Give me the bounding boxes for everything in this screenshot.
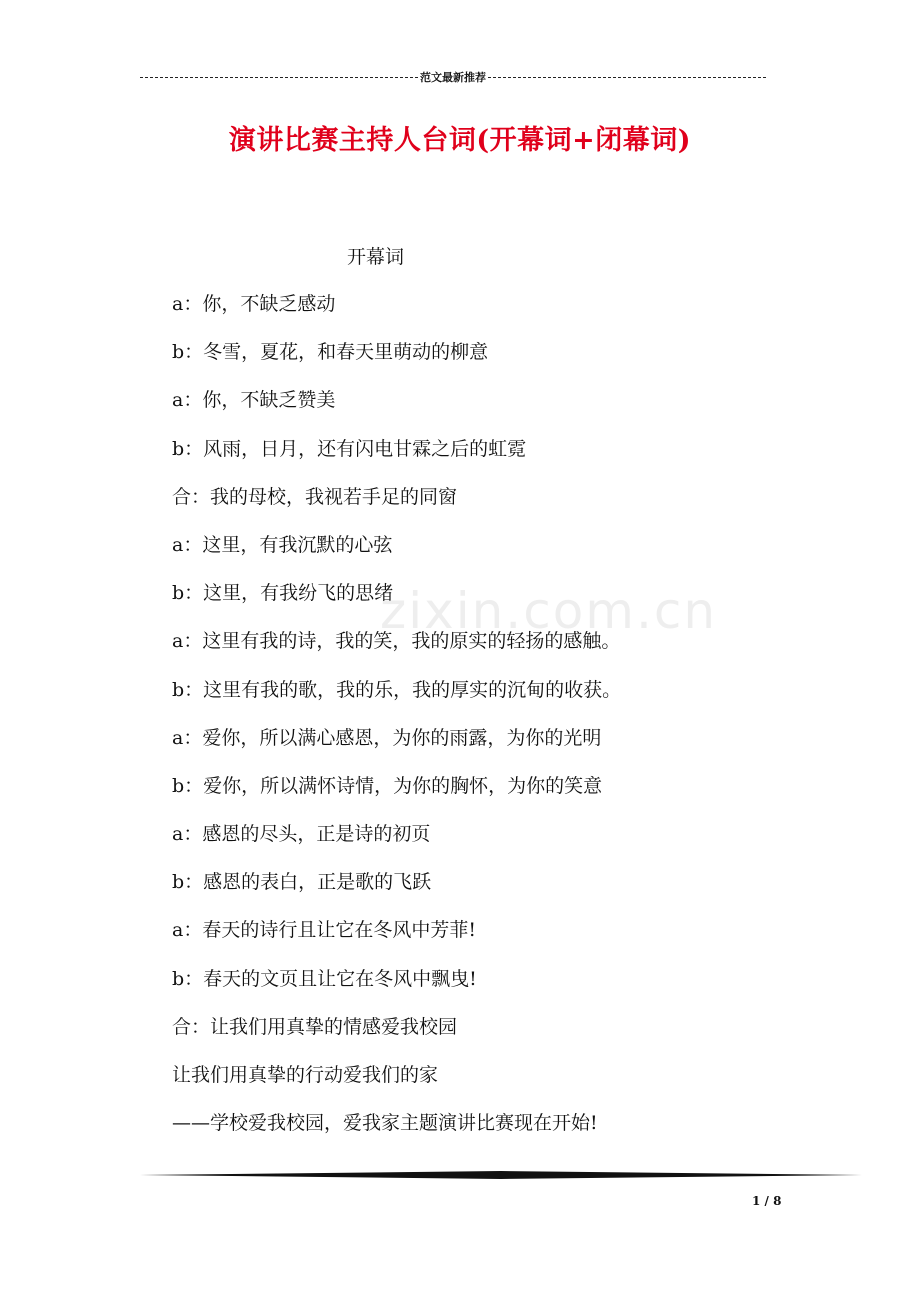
speech-line: b：爱你，所以满怀诗情，为你的胸怀，为你的笑意 <box>172 774 603 797</box>
speech-lines <box>172 288 792 1155</box>
speech-line: a：你，不缺乏感动 <box>172 293 336 315</box>
page-header <box>140 68 766 86</box>
speech-line: b：冬雪，夏花，和春天里萌动的柳意 <box>172 341 489 364</box>
header-dash-right <box>488 77 766 78</box>
footer-rule <box>140 1171 862 1179</box>
speech-line: b：这里有我的歌，我的乐，我的厚实的沉甸的收获。 <box>172 678 622 701</box>
speech-line: 让我们用真挚的行动爱我们的家 <box>172 1064 439 1086</box>
section-title: 开幕词 <box>347 246 405 268</box>
watermark: zixin.com.cn <box>380 582 718 640</box>
speech-line: b：春天的文页且让它在冬风中飘曳! <box>172 967 477 990</box>
page-number: 1 / 8 <box>752 1194 782 1208</box>
speech-line: b：感恩的表白，正是歌的飞跃 <box>172 871 432 894</box>
speech-line: ——学校爱我校园，爱我家主题演讲比赛现在开始! <box>172 1112 598 1135</box>
header-label: 范文最新推荐 <box>420 71 486 84</box>
header-dash-left <box>140 77 418 78</box>
speech-line: a：这里有我的诗，我的笑，我的原实的轻扬的感触。 <box>172 630 621 653</box>
speech-line: a：你，不缺乏赞美 <box>172 389 336 412</box>
speech-line: 合：我的母校，我视若手足的同窗 <box>172 485 458 508</box>
document-title: 演讲比赛主持人台词(开幕词+闭幕词) <box>228 125 692 156</box>
speech-line: b：这里，有我纷飞的思绪 <box>172 582 394 605</box>
speech-line: b：风雨，日月，还有闪电甘霖之后的虹霓 <box>172 437 527 460</box>
speech-line: a：春天的诗行且让它在冬风中芳菲! <box>172 919 476 942</box>
speech-line: a：感恩的尽头，正是诗的初页 <box>172 823 431 846</box>
speech-line: a：爱你，所以满心感恩，为你的雨露，为你的光明 <box>172 726 602 749</box>
speech-line: 合：让我们用真挚的情感爱我校园 <box>172 1015 458 1038</box>
speech-line: a：这里，有我沉默的心弦 <box>172 533 393 556</box>
